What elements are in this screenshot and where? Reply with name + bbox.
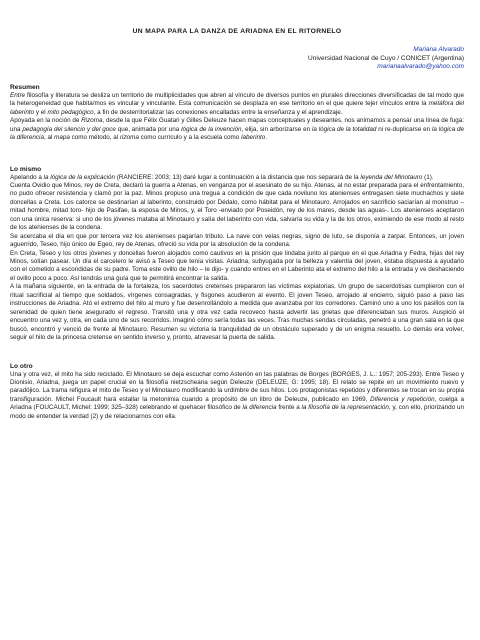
lo-otro-p1-c: , cuelga a Ariadna (FOUCAULT, Michel: 1999; 325–328) celebrando el quehacer filosófico de [10,395,464,412]
section-heading-lo-mismo: Lo mismo [10,165,42,173]
author-email[interactable]: marianaalvarado@yahoo.com [377,63,464,71]
resumen-p2-c: , desde la que Félix Guatari y Gilles Deleuze hacen mapas conceptuales y deseantes, nos animamos a pensar una línea de fuga: una [10,117,464,133]
resumen-p1-d: y el [34,108,48,116]
resumen-p2-i: ni re-duplicarse en [376,125,433,133]
resumen-p2-n: rizoma [119,134,139,142]
resumen-p2-d: pedagogía del silencio y del goce [22,125,116,133]
section-heading-resumen: Resumen [10,83,40,91]
resumen-paragraph-2 [10,117,464,142]
author-name: Mariana Alvarado [413,46,464,53]
lo-otro-p1-e: frente a [276,404,302,412]
section-resumen [10,83,464,143]
resumen-p1-c: metáfora del laberinto [10,100,464,116]
resumen-p1-a: Entre [10,91,26,99]
document-title: UN MAPA PARA LA DANZA DE ARIADNA EN EL RITORNELO [132,28,342,35]
resumen-p2-o: como currículo y a la escuela como [138,134,242,142]
lo-otro-p1-a: Una y otra vez, el mito ha sido reciclado. El Minotauro se deja escuchar como Asterión en las palabras de Borges (BORGES, J. L.: 1957; 205-293). Entre Teseo y Dionisio, Ariadna, juega un papel crucial en la filosofía nietzscheana según Deleuze (DELEUZE, G: 1995; 18). El relato se repite en un movimiento nuevo y paradójico. La trama refigura el mito de Teseo y el Minotauro modificando la urdimbre de sus hilos. Los protagonistas repetidos y diferentes se trocan en su propia transfiguración. Michel Foucault hará estallar la metonimia cuando a propósito de un libro de Deleuze, publicado en 1969, [10,370,464,403]
lo-mismo-paragraph-1 [10,174,464,182]
lo-mismo-paragraph-3: Se acercaba el día en que por tercera vez los atenienses pagarían tributo. La nave con velas negras, signo de luto, se disponía a zarpar. Entonces, un joven aguerrido, Teseo, hijo único de Egeo, rey de Atenas, ofreció su vida por la absolución de la condena. [10,232,464,249]
author-block [10,46,464,72]
resumen-p2-f: lógica de la invención [181,125,242,133]
resumen-p2-k: , al [43,134,55,142]
resumen-p1-f: , a fin de desterritorializar las conexiones encalladas entre la enseñanza y el aprendizaje. [93,108,343,116]
resumen-p2-j: la lógica de la diferencia [10,125,465,142]
lo-mismo-p1-d: leyenda del Minotauro [360,173,423,181]
resumen-p2-e: que, animada por una [115,125,182,133]
resumen-p2-m: como método, al [69,134,120,142]
resumen-p2-q: . [265,134,267,142]
lo-otro-p1-g: , y, con ello, priorizando un modo de entender la verdad (2) y de relacionarnos con ella. [10,404,464,420]
resumen-p2-h: la lógica de la totalidad [311,125,377,133]
section-lo-mismo [10,165,464,343]
lo-otro-paragraph-1 [10,371,464,422]
lo-otro-p1-d: la diferencia [242,404,277,412]
lo-otro-p1-f: la filosofía de la representación [301,404,389,412]
resumen-p1-b: filosofía y literatura se desliza un territorio de multiplicidades que abren al vínculo de diversos puntos en plurales direcciones diversificadas de tal modo que la heterogeneidad que habita/mos es vincular y vinculante. Esta comunicación se desplaza en ese territorio en el que quiere tejer vínculos entre la [10,91,464,108]
resumen-p2-g: , elija, sin arborizarse en [241,125,312,133]
author-affiliation: Universidad Nacional de Cuyo / CONICET (Argentina) [308,54,464,62]
lo-mismo-p1-c: (RANCIERE: 2003; 13) daré lugar a continuación a la distancia que nos separará de la [115,173,361,181]
lo-mismo-p1-a: Apelando a [10,173,44,181]
section-lo-otro [10,362,464,422]
resumen-p1-e: mito pedagógico [47,108,94,116]
resumen-paragraph-1 [10,92,464,117]
resumen-p2-l: mapa [54,134,70,142]
lo-mismo-paragraph-5: A la mañana siguiente, en la entrada de la fortaleza, los sacerdotes cretenses prepararon las víctimas expiatorias. Un grupo de sacerdotisas cumplieron con el ritual sacrificial al tiempo que soldados, vírgenes consagradas, y fisgones acudieron al evento. El joven Teseo, arrojado al encierro, siguió paso a paso las instrucciones de Ariadna. Ató el extremo del hilo al muro y fue desenrollándolo a medida que avanzaba por los corredores. Caminó uno a uno los pasillos con la serenidad de quien tiene asegurado el regreso. Transitó una y otra vez cada recoveco hasta advertir las grietas que diferenciaban sus muros. Auspició el encuentro una vez y, otra, en cada uno de sus recorridos. Imaginó cómo sería todas las veces. Tras muchas sendas circuladas, penetró a una gran sala en la que buscó, encontró y venció de frente al Minotauro. Resumen su victoria la tranquilidad de un obstáculo superado y de un enigma resuelto. Lo demás era volver, seguir el hilo de la princesa cretense en sentido inverso y, pronto, atravesar la puerta de salida. [10,283,464,342]
lo-mismo-p1-b: la lógica de la explicación [43,173,116,181]
lo-mismo-paragraph-4: En Creta, Teseo y los otros jóvenes y doncellas fueron alojados como cautivos en la prisión que lindaba junto al parque en el que Ariadna y Fedra, hijas del rey Minos, solían pasear. Un día el carcelero le avisó a Teseo que tenía visitas. Ariadna, subyugada por la belleza y valentía del joven, estaba dispuesta a ayudarlo con el cometido a escondidas de su padre. Toma este ovillo de hilo – le dijo- y cuando entres en el Laberinto ata el extremo del hilo a la entrada y ve deshaciendo el ovillo poco a poco. Así tendrás una guía que te permitirá encontrar la salida. [10,249,464,282]
resumen-p2-p: laberinto [241,134,266,142]
section-heading-lo-otro: Lo otro [10,362,33,370]
resumen-p2-b: Rizoma [81,117,103,125]
resumen-p2-a: Apoyada en la noción de [10,117,82,125]
lo-mismo-paragraph-2: Cuenta Ovidio que Minos, rey de Creta, declaró la guerra a Atenas, en venganza por el asesinato de su hijo. Atenas, al no estar preparada para el enfrentamiento, no pudo ofrecer resistencia y clamó por la paz. Minos propuso una tregua a condición de que cada noviluno los atenienses entregasen siete muchachos y siete doncellas a Creta. Los catorce se destinarían al laberinto, construido por Dédalo, como hábitat para el Minotauro. Arrojados en sacrificio saciarían al monstruo –mitad hombre, mitad toro- hijo de Pasifae, la esposa de Minos, y, el Toro -enviado por Poseidón, rey de los mares, desde las aguas-. Los atenienses aceptaron con una única reserva: si uno de los jóvenes mataba al Minotauro y salía del laberinto con vida, salvaría su vida y la de los otros, eximiendo de ese modo al resto de los atenienses de la condena. [10,181,464,232]
lo-mismo-p1-e: (1). [422,173,434,181]
lo-otro-p1-b: Diferencia y repetición [370,395,435,403]
